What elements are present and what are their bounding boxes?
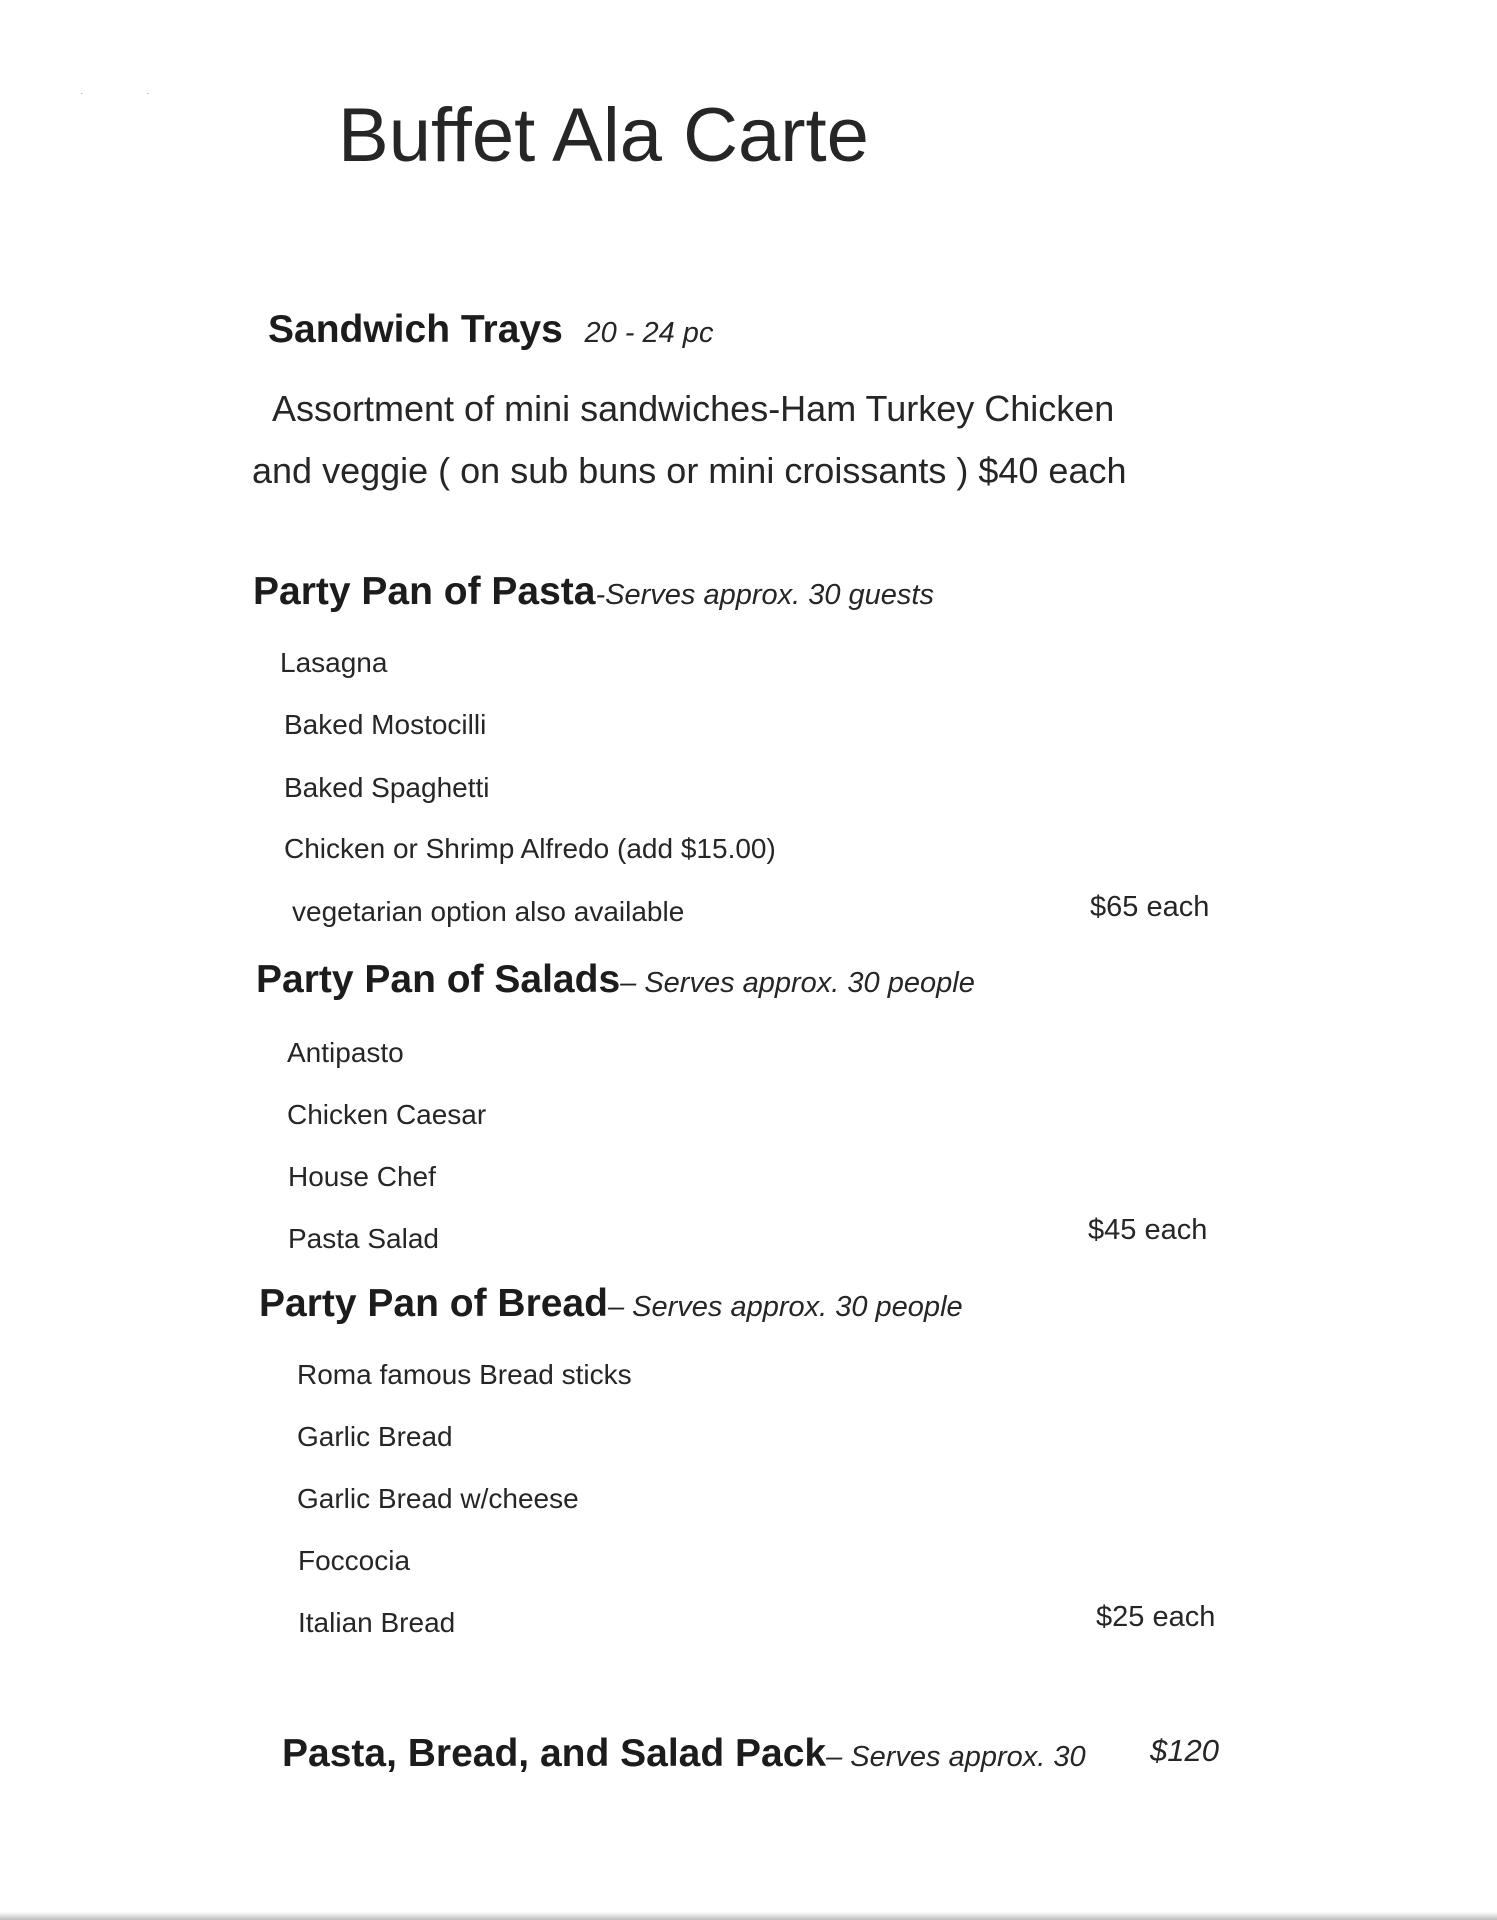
bread-item: Italian Bread [298,1607,456,1638]
pasta-item: vegetarian option also available [292,896,685,927]
bread-item: Roma famous Bread sticks [297,1359,632,1390]
salads-item: Antipasto [287,1037,404,1068]
pasta-section-heading [253,570,934,614]
salads-serves: – Serves approx. 30 people [620,967,975,999]
pasta-serves: -Serves approx. 30 guests [595,579,934,611]
salads-price: $45 each [1088,1214,1208,1246]
pasta-item: Lasagna [280,647,388,678]
bread-item: Garlic Bread [297,1421,453,1452]
pasta-item: Baked Mostocilli [284,709,487,740]
sandwich-heading: Sandwich Trays [268,308,563,351]
sandwich-description-line2: and veggie ( on sub buns or mini croissants ) $40 each [252,450,1127,491]
sandwich-count: 20 - 24 pc [584,317,714,349]
pasta-item: Baked Spaghetti [284,772,490,803]
salads-item: House Chef [288,1161,436,1192]
pack-section-heading [282,1732,1086,1776]
page-title: Buffet Ala Carte [338,93,869,178]
pasta-item: Chicken or Shrimp Alfredo (add $15.00) [284,833,776,864]
salads-item: Pasta Salad [288,1223,439,1254]
bread-item: Foccocia [298,1545,411,1576]
salads-section-heading [256,958,975,1002]
page-bottom-edge [0,1912,1497,1920]
pack-serves: – Serves approx. 30 [826,1741,1086,1773]
bread-heading: Party Pan of Bread [259,1282,608,1325]
bread-serves: – Serves approx. 30 people [607,1291,963,1323]
salads-item: Chicken Caesar [287,1099,487,1130]
bread-section-heading [259,1282,963,1326]
sandwich-description-line1: Assortment of mini sandwiches-Ham Turkey Chicken [272,388,1115,429]
sandwich-section-heading [268,308,713,352]
salads-heading: Party Pan of Salads [256,958,621,1001]
scan-specks: · · [80,88,180,99]
pasta-price: $65 each [1090,891,1210,923]
bread-price: $25 each [1096,1601,1216,1633]
pack-heading: Pasta, Bread, and Salad Pack [282,1732,827,1775]
pasta-heading: Party Pan of Pasta [253,570,596,613]
pack-price: $120 [1150,1733,1219,1768]
bread-item: Garlic Bread w/cheese [297,1483,579,1514]
